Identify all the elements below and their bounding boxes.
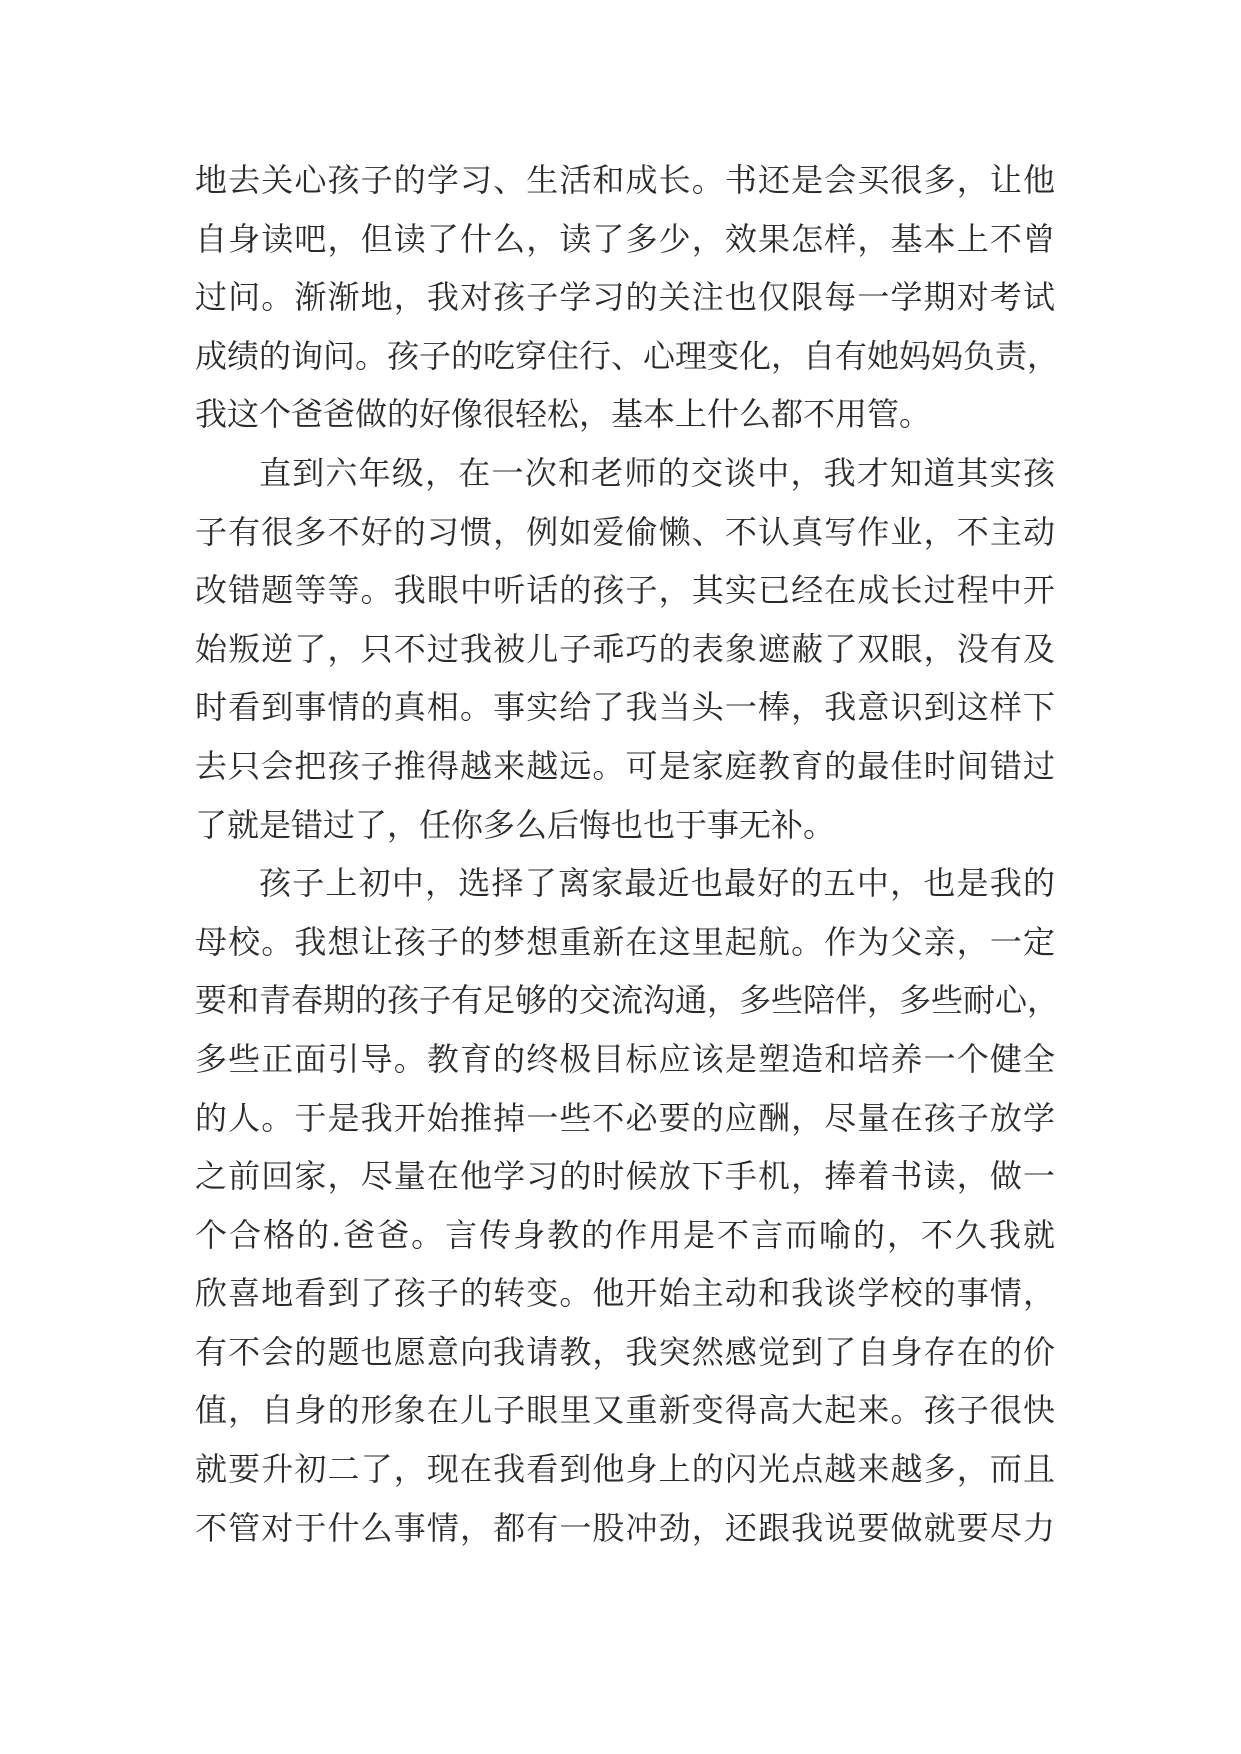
text-line: 要和青春期的孩子有足够的交流沟通，多些陪伴，多些耐心， <box>195 981 1060 1020</box>
text-line: 自身读吧，但读了什么，读了多少，效果怎样，基本上不曾 <box>195 219 1055 258</box>
text-line: 子有很多不好的习惯，例如爱偷懒、不认真写作业，不主动 <box>195 512 1055 551</box>
paragraph-first-line: 孩子上初中，选择了离家最近也最好的五中，也是我的 <box>259 864 1055 903</box>
text-line: 多些正面引导。教育的终极目标应该是塑造和培养一个健全 <box>195 1039 1055 1078</box>
paragraph-first-line: 直到六年级，在一次和老师的交谈中，我才知道其实孩 <box>259 453 1055 492</box>
text-line: 母校。我想让孩子的梦想重新在这里起航。作为父亲，一定 <box>195 922 1055 961</box>
text-line: 地去关心孩子的学习、生活和成长。书还是会买很多，让他 <box>195 161 1055 199</box>
text-line: 的人。于是我开始推掉一些不必要的应酬，尽量在孩子放学 <box>195 1098 1055 1137</box>
document-body <box>195 151 1060 1557</box>
text-line: 我这个爸爸做的好像很轻松，基本上什么都不用管。 <box>195 395 932 434</box>
text-line: 始叛逆了，只不过我被儿子乖巧的表象遮蔽了双眼，没有及 <box>195 629 1055 668</box>
text-line: 有不会的题也愿意向我请教，我突然感觉到了自身存在的价 <box>195 1332 1055 1371</box>
text-line: 欣喜地看到了孩子的转变。他开始主动和我谈学校的事情， <box>195 1274 1055 1313</box>
text-line: 就要升初二了，现在我看到他身上的闪光点越来越多，而且 <box>195 1450 1055 1489</box>
text-line: 成绩的询问。孩子的吃穿住行、心理变化，自有她妈妈负责， <box>195 336 1060 375</box>
text-line: 过问。渐渐地，我对孩子学习的关注也仅限每一学期对考试 <box>195 278 1055 317</box>
text-line: 改错题等等。我眼中听话的孩子，其实已经在成长过程中开 <box>195 571 1055 610</box>
text-line: 个合格的.爸爸。言传身教的作用是不言而喻的，不久我就 <box>195 1215 1055 1254</box>
text-line: 值，自身的形象在儿子眼里又重新变得高大起来。孩子很快 <box>195 1391 1055 1430</box>
text-line: 去只会把孩子推得越来越远。可是家庭教育的最佳时间错过 <box>195 746 1055 785</box>
text-line: 了就是错过了，任你多么后悔也也于事无补。 <box>195 805 836 844</box>
text-line: 不管对于什么事情，都有一股冲劲，还跟我说要做就要尽力 <box>195 1508 1055 1547</box>
text-line: 之前回家，尽量在他学习的时候放下手机，捧着书读，做一 <box>195 1157 1055 1196</box>
text-line: 时看到事情的真相。事实给了我当头一棒，我意识到这样下 <box>195 688 1055 727</box>
